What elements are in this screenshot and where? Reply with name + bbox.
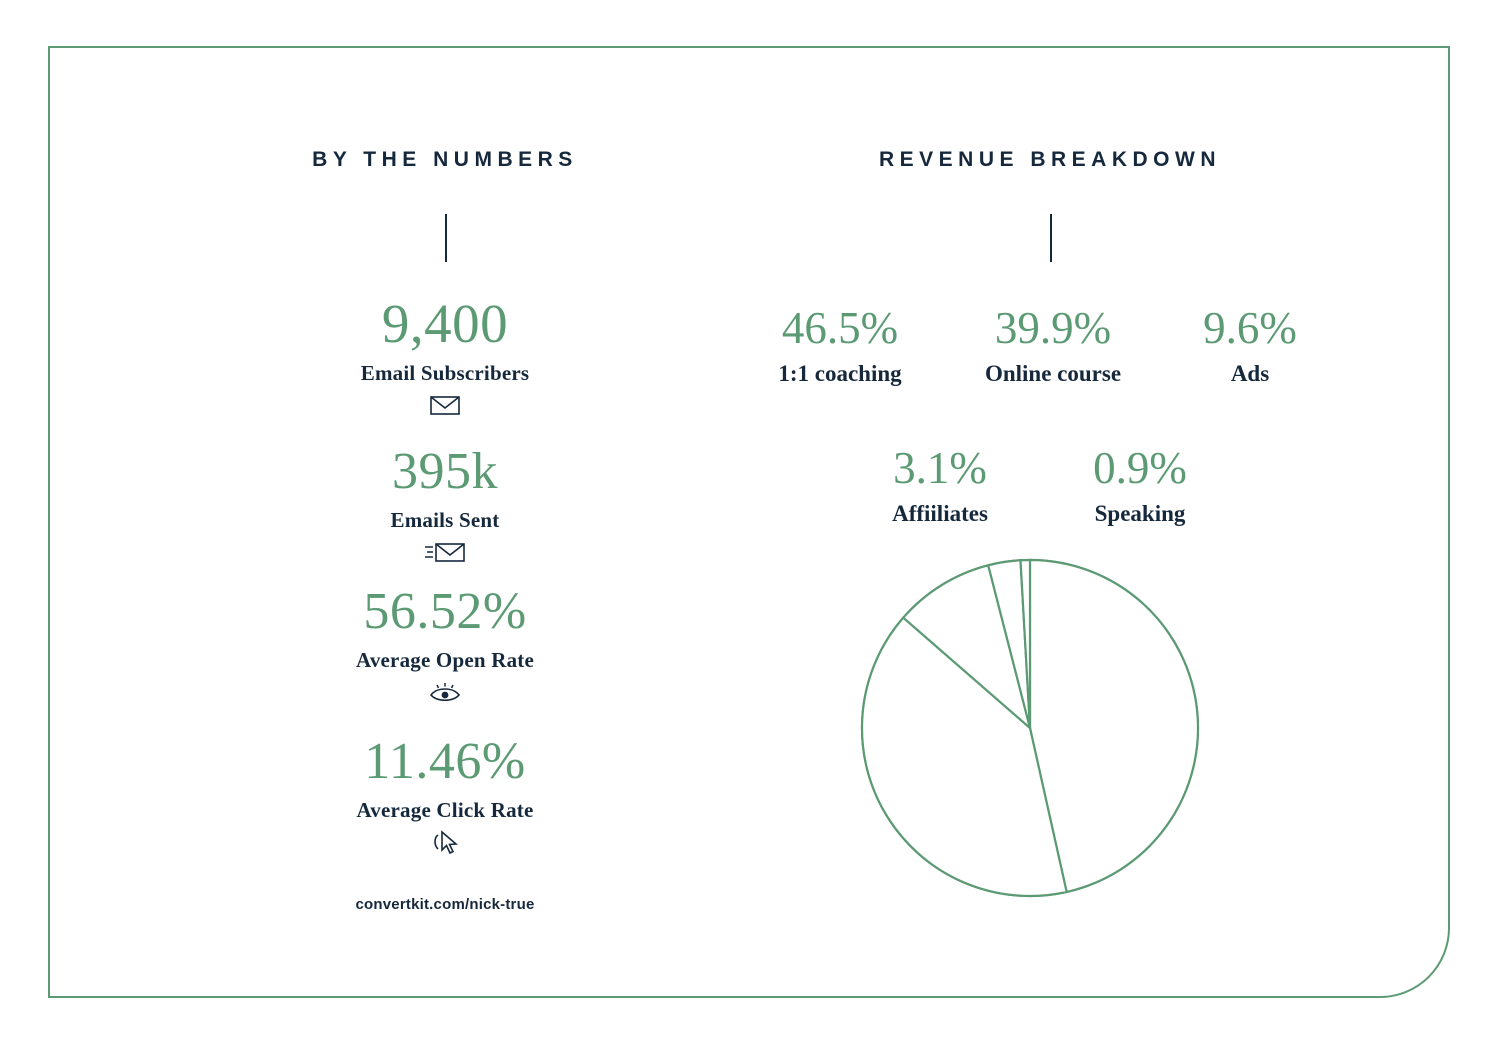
infographic-card (48, 46, 1450, 998)
revenue-percent: 0.9% (1093, 443, 1187, 493)
by-the-numbers-heading: BY THE NUMBERS (312, 148, 578, 171)
by-the-numbers-section (250, 48, 640, 996)
stat-average-click-rate (250, 733, 640, 855)
revenue-label: Ads (1230, 361, 1270, 386)
revenue-label: 1:1 coaching (778, 361, 902, 386)
revenue-item-affiliates (845, 443, 1035, 527)
cursor-click-icon (250, 829, 640, 855)
revenue-percent: 46.5% (781, 303, 899, 353)
stat-value: 395k (392, 443, 498, 500)
revenue-breakdown-section (690, 48, 1410, 996)
revenue-label: Affiiliates (892, 501, 988, 526)
stat-email-subscribers (250, 293, 640, 418)
envelope-sent-icon (250, 539, 640, 565)
stat-value: 11.46% (364, 733, 526, 790)
stat-label: Emails Sent (390, 508, 500, 532)
stat-average-open-rate (250, 583, 640, 705)
revenue-pie-chart (850, 548, 1210, 908)
convertkit-handle: convertkit.com/nick-true (355, 896, 535, 913)
stat-value: 9,400 (381, 293, 509, 354)
stat-emails-sent (250, 443, 640, 565)
eye-icon (250, 679, 640, 705)
stat-label: Average Click Rate (356, 798, 534, 822)
revenue-item-online-course (948, 303, 1158, 387)
stat-label: Average Open Rate (356, 648, 534, 672)
envelope-icon (250, 392, 640, 418)
revenue-percent: 3.1% (893, 443, 987, 493)
stat-label: Email Subscribers (360, 361, 530, 385)
heading-divider-right (1050, 214, 1052, 262)
revenue-item-coaching (745, 303, 935, 387)
revenue-item-ads (1160, 303, 1340, 387)
revenue-percent: 9.6% (1203, 303, 1297, 353)
revenue-breakdown-heading: REVENUE BREAKDOWN (878, 148, 1221, 171)
heading-divider-left (445, 214, 447, 262)
revenue-label: Online course (984, 361, 1122, 386)
revenue-percent: 39.9% (994, 303, 1112, 353)
stat-value: 56.52% (363, 583, 527, 640)
revenue-label: Speaking (1094, 501, 1186, 526)
revenue-item-speaking (1040, 443, 1240, 527)
